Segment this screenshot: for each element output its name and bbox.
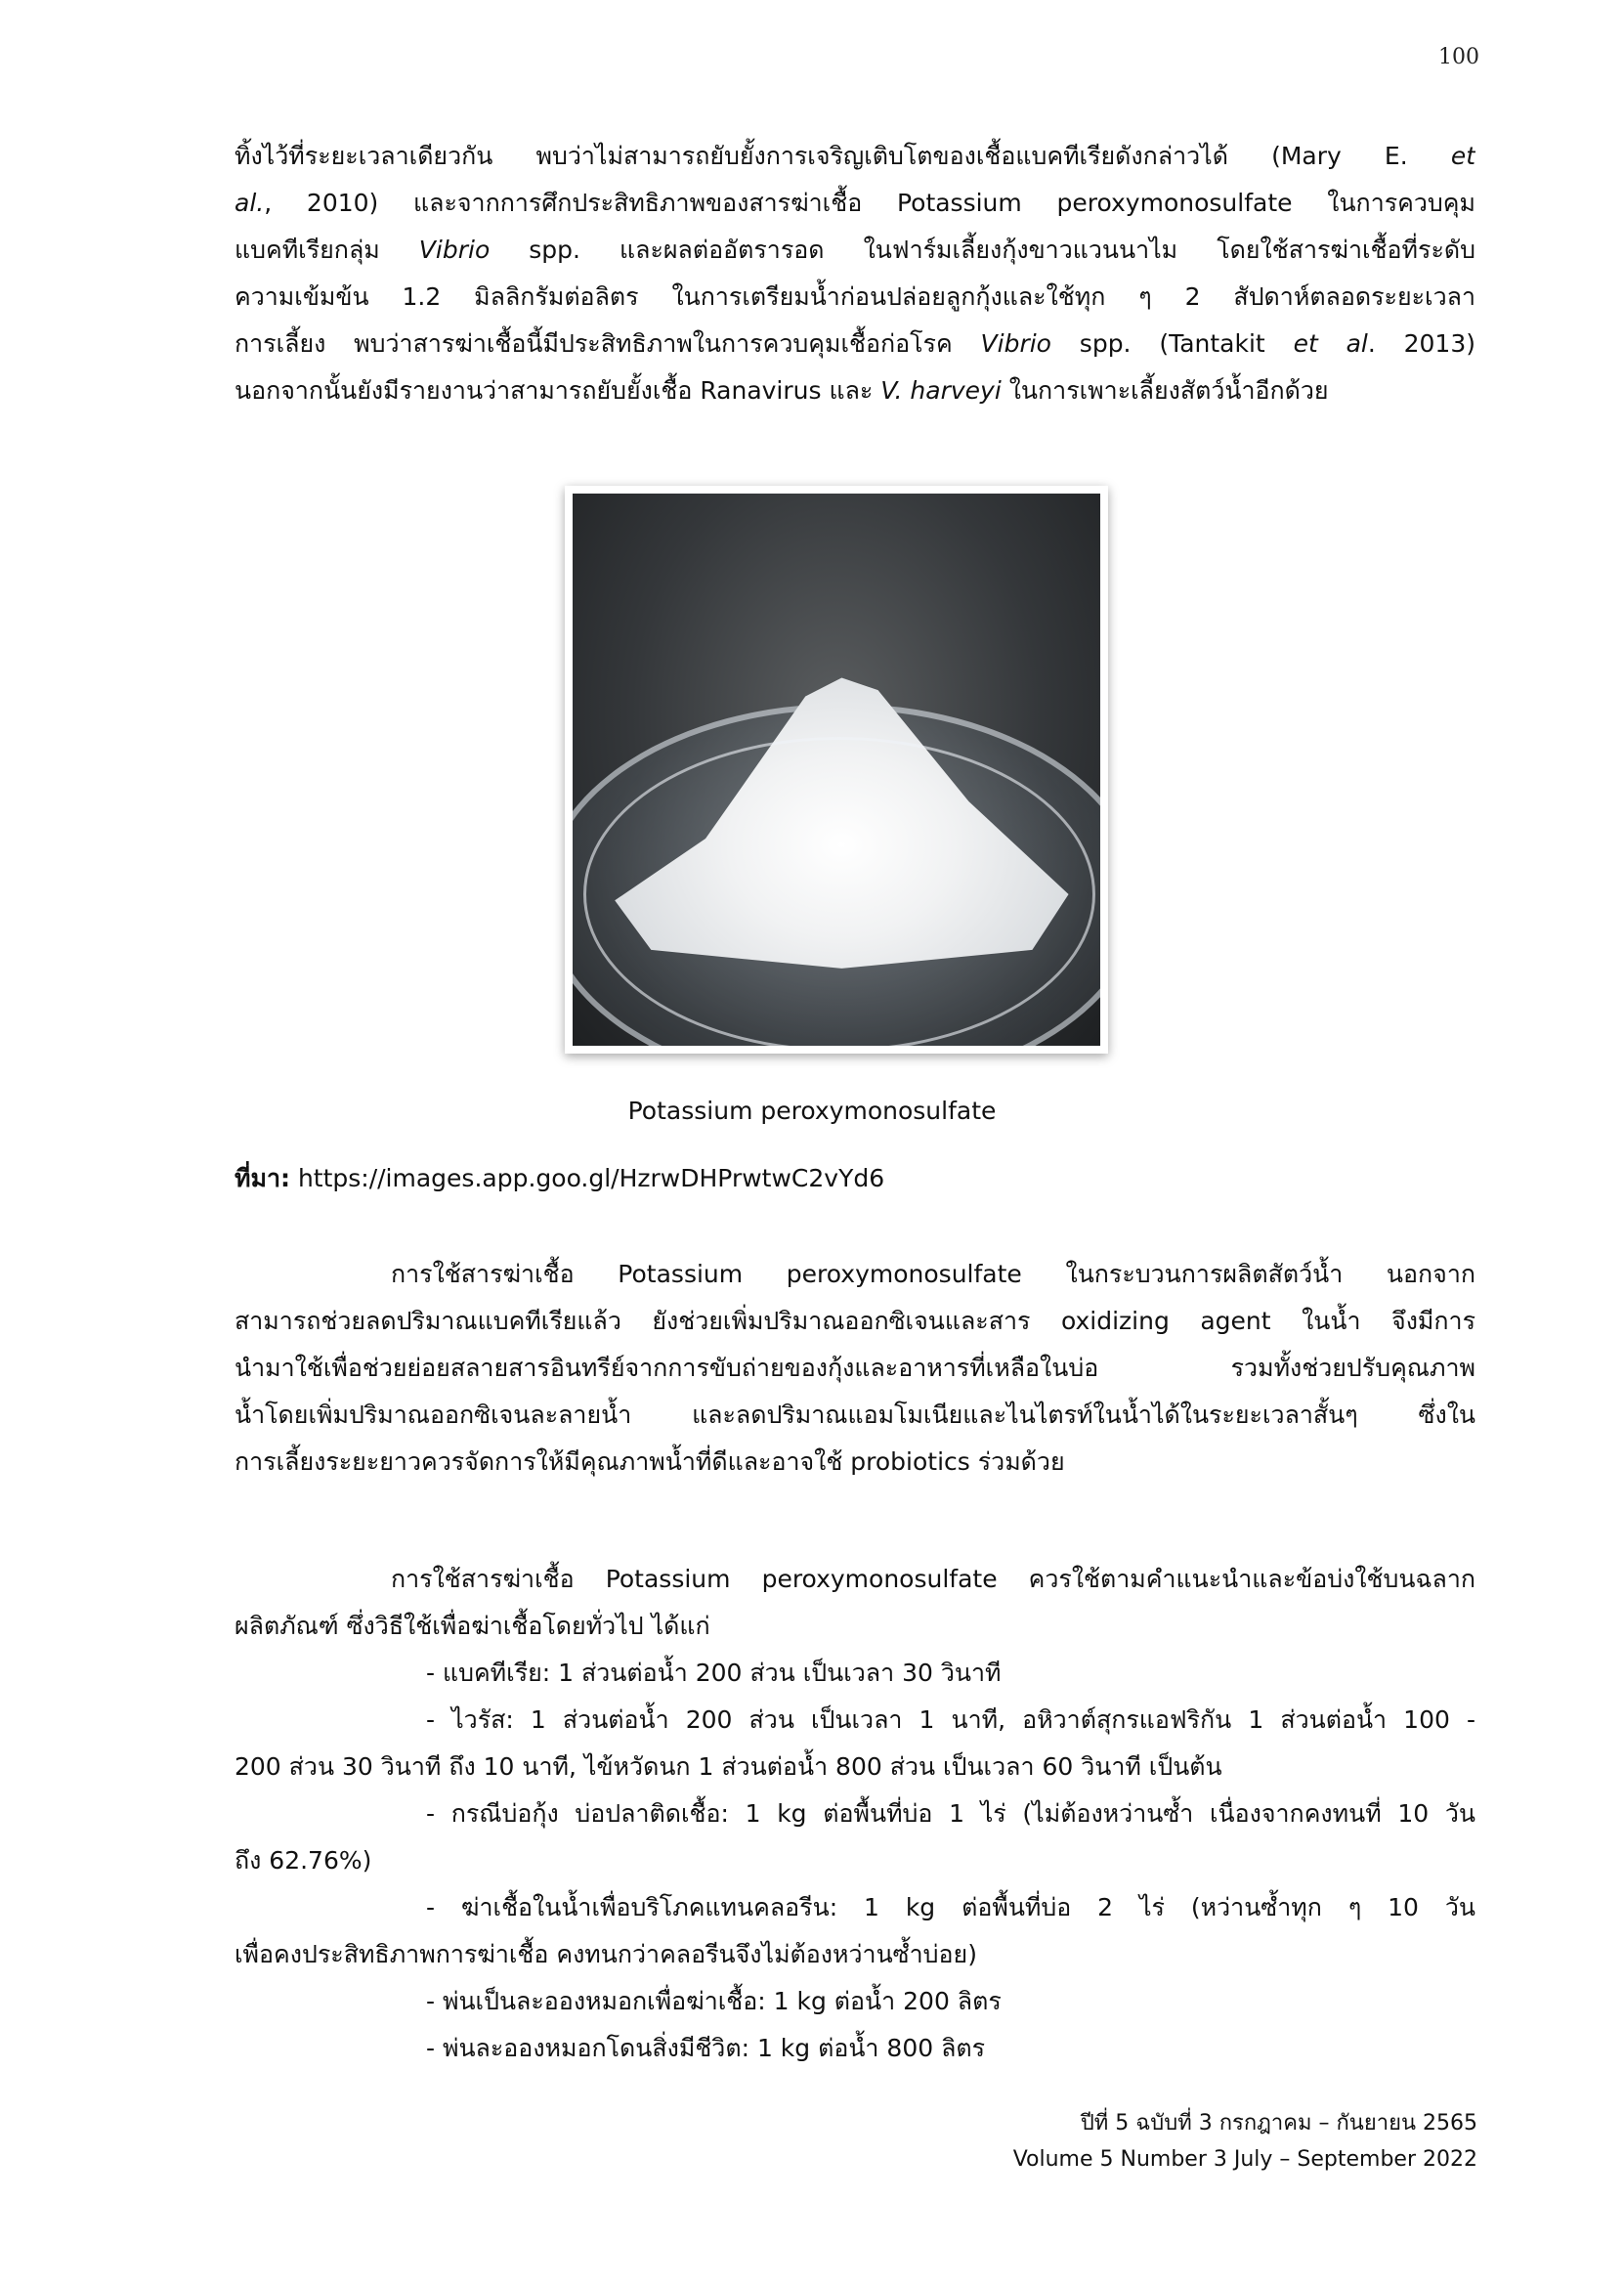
footer-issue-english: Volume 5 Number 3 July – September 2022: [1012, 2147, 1477, 2172]
paragraph-line: นอกจากนั้นยังมีรายงานว่าสามารถยับยั้งเชื้อ Ranavirus และ V. harveyi ในการเพาะเลี้ยงสัตว์น้ำอีกด้วย: [235, 376, 1329, 405]
list-item: - ไวรัส: 1 ส่วนต่อน้ำ 200 ส่วน เป็นเวลา 1 นาที, อหิวาต์สุกรแอฟริกัน 1 ส่วนต่อน้ำ 100 -: [426, 1705, 1475, 1734]
list-item: - ฆ่าเชื้อในน้ำเพื่อบริโภคแทนคลอรีน: 1 kg ต่อพื้นที่บ่อ 2 ไร่ (หว่านซ้ำทุก ๆ 10 วัน: [426, 1893, 1475, 1921]
paragraph-intro: [235, 133, 1475, 414]
figure-caption: Potassium peroxymonosulfate: [627, 1097, 997, 1125]
paragraph-line: แบคทีเรียกลุ่ม Vibrio spp. และผลต่ออัตรารอด ในฟาร์มเลี้ยงกุ้งขาวแวนนาไม โดยใช้สารฆ่าเชื้อที่ระดับ: [235, 236, 1475, 264]
paragraph-line: น้ำโดยเพิ่มปริมาณออกซิเจนละลายน้ำ และลดปริมาณแอมโมเนียและไนไตรท์ในน้ำได้ในระยะเวลาสั้นๆ ซึ่งใน: [235, 1401, 1475, 1429]
paragraph-line: ทิ้งไว้ที่ระยะเวลาเดียวกัน พบว่าไม่สามารถยับยั้งการเจริญเติบโตของเชื้อแบคทีเรียดังกล่าวได้ (Mary E. et: [235, 142, 1475, 170]
potassium-powder-photo: [573, 494, 1100, 1046]
list-item-continuation: 200 ส่วน 30 วินาที ถึง 10 นาที, ไข้หวัดนก 1 ส่วนต่อน้ำ 800 ส่วน เป็นเวลา 60 วินาที เป็นต้น: [235, 1752, 1222, 1781]
paragraph-line: นำมาใช้เพื่อช่วยย่อยสลายสารอินทรีย์จากการขับถ่ายของกุ้งและอาหารที่เหลือในบ่อ รวมทั้งช่วยปรับคุณภาพ: [235, 1354, 1475, 1382]
paragraph-line: การใช้สารฆ่าเชื้อ Potassium peroxymonosulfate ควรใช้ตามคำแนะนำและข้อบ่งใช้บนฉลาก: [391, 1565, 1475, 1593]
footer-issue-thai: ปีที่ 5 ฉบับที่ 3 กรกฎาคม – กันยายน 2565: [1080, 2111, 1477, 2135]
source-url: https://images.app.goo.gl/HzrwDHPrwtwC2vYd6: [290, 1164, 885, 1192]
list-item: - แบคทีเรีย: 1 ส่วนต่อน้ำ 200 ส่วน เป็นเวลา 30 วินาที: [426, 1659, 1002, 1687]
paragraph-usage-benefits: [235, 1251, 1475, 1486]
figure-photo-frame: [565, 486, 1108, 1054]
list-item: - พ่นเป็นละอองหมอกเพื่อฆ่าเชื้อ: 1 kg ต่อน้ำ 200 ลิตร: [426, 1987, 1002, 2015]
list-item: - กรณีบ่อกุ้ง บ่อปลาติดเชื้อ: 1 kg ต่อพื้นที่บ่อ 1 ไร่ (ไม่ต้องหว่านซ้ำ เนื่องจากคงทนที่ 10 วัน: [426, 1799, 1475, 1828]
paragraph-line: al., 2010) และจากการศึกประสิทธิภาพของสารฆ่าเชื้อ Potassium peroxymonosulfate ในการควบคุม: [235, 189, 1475, 217]
page-number: 100: [1438, 45, 1479, 69]
dish-rim-shape: [583, 737, 1095, 1046]
list-item-continuation: เพื่อคงประสิทธิภาพการฆ่าเชื้อ คงทนกว่าคลอรีนจึงไม่ต้องหว่านซ้ำบ่อย): [235, 1940, 977, 1968]
paragraph-line: การเลี้ยง พบว่าสารฆ่าเชื้อนี้มีประสิทธิภาพในการควบคุมเชื้อก่อโรค Vibrio spp. (Tantakit et al. 2013): [235, 329, 1475, 358]
paragraph-line: การเลี้ยงระยะยาวควรจัดการให้มีคุณภาพน้ำที่ดีและอาจใช้ probiotics ร่วมด้วย: [235, 1447, 1065, 1476]
list-item: - พ่นละอองหมอกโดนสิ่งมีชีวิต: 1 kg ต่อน้ำ 800 ลิตร: [426, 2034, 986, 2062]
paragraph-line: ความเข้มข้น 1.2 มิลลิกรัมต่อลิตร ในการเตรียมน้ำก่อนปล่อยลูกกุ้งและใช้ทุก ๆ 2 สัปดาห์ตลอดระยะเวลา: [235, 282, 1475, 311]
paragraph-line: ผลิตภัณฑ์ ซึ่งวิธีใช้เพื่อฆ่าเชื้อโดยทั่วไป ได้แก่: [235, 1612, 710, 1640]
paragraph-line: การใช้สารฆ่าเชื้อ Potassium peroxymonosulfate ในกระบวนการผลิตสัตว์น้ำ นอกจาก: [391, 1260, 1475, 1288]
paragraph-usage-instructions: [235, 1556, 1475, 2072]
list-item-continuation: ถึง 62.76%): [235, 1846, 372, 1875]
figure-source: [235, 1159, 884, 1198]
paragraph-line: สามารถช่วยลดปริมาณแบคทีเรียแล้ว ยังช่วยเพิ่มปริมาณออกซิเจนและสาร oxidizing agent ในน้ำ จึงมีการ: [235, 1307, 1475, 1335]
source-label: ที่มา:: [235, 1164, 290, 1192]
